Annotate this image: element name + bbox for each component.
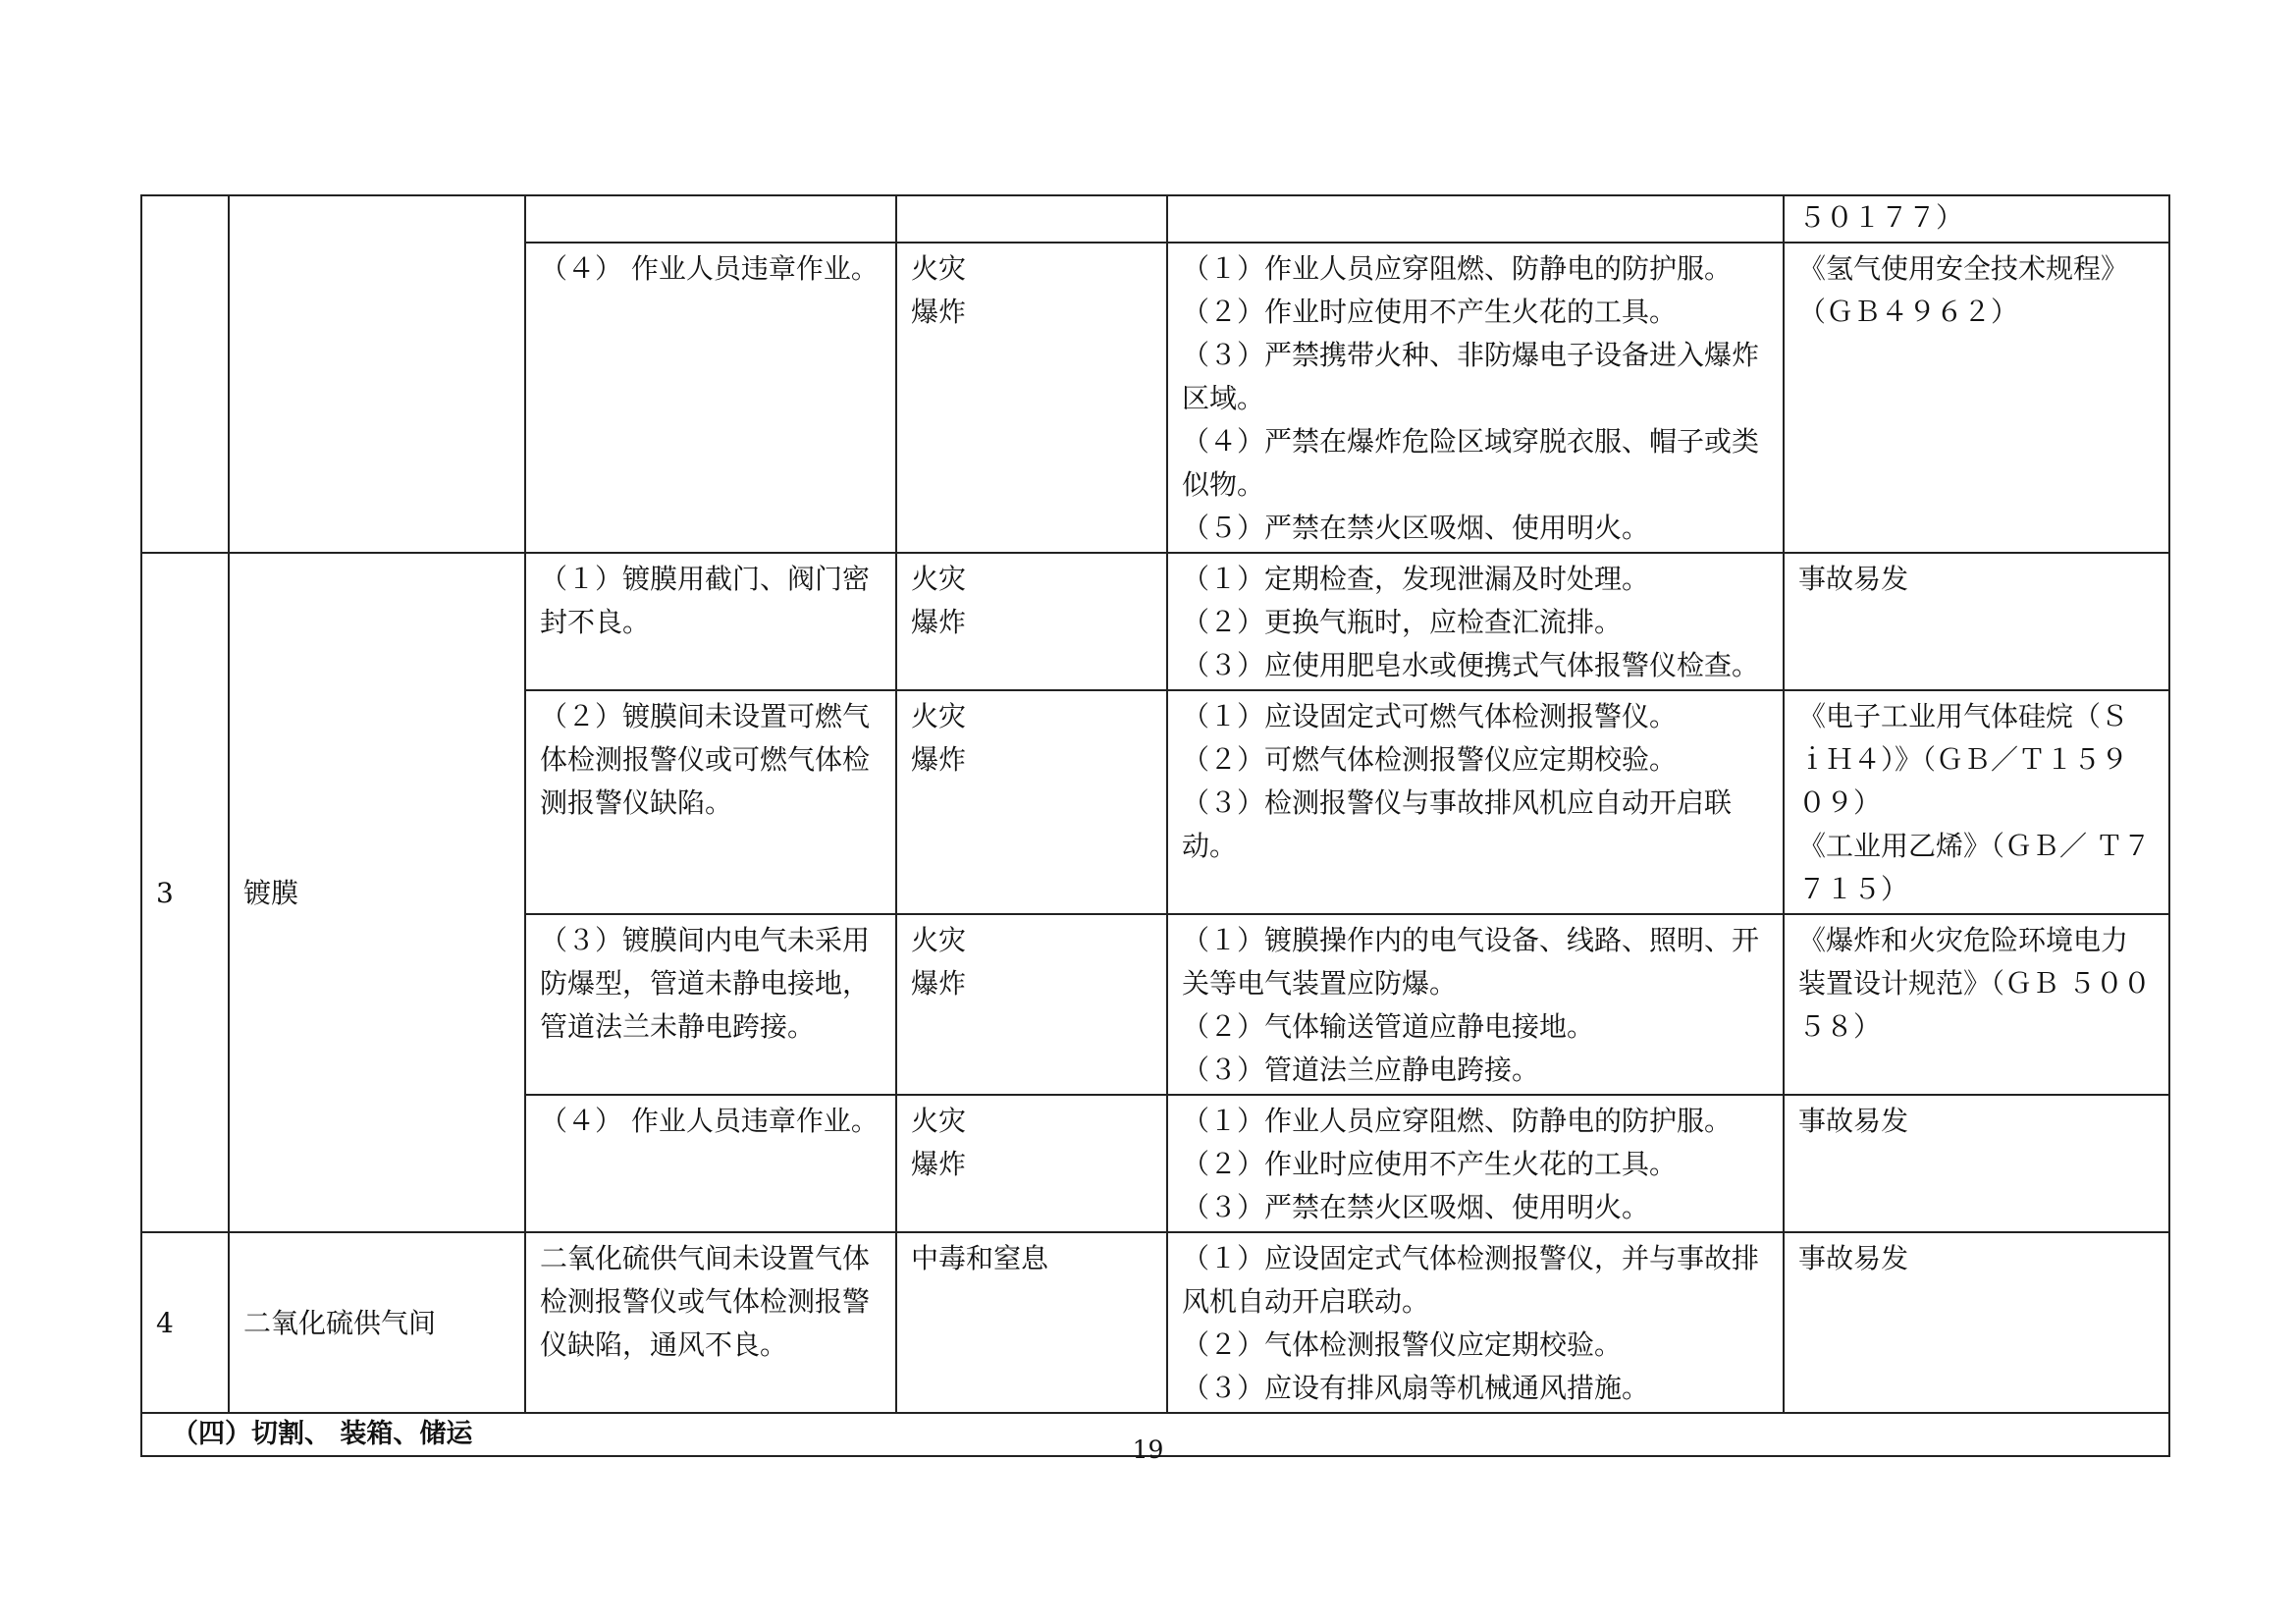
measures-cell	[1167, 914, 1784, 1095]
measures-cell	[1167, 195, 1784, 243]
consequence-line: 火灾	[911, 1105, 967, 1137]
hazard-text: （１）镀膜用截门、阀门密封不良。	[540, 563, 871, 638]
measure-line: （３）应设有排风扇等机械通风措施。	[1182, 1372, 1650, 1404]
hazard-cell	[525, 243, 896, 553]
measures-cell	[1167, 1095, 1784, 1232]
measure-line: （３）应使用肥皂水或便携式气体报警仪检查。	[1182, 649, 1760, 681]
page-number: 19	[1132, 1435, 1164, 1464]
consequence-line: 爆炸	[911, 606, 967, 638]
consequence-line: 火灾	[911, 563, 967, 595]
consequence-line: 爆炸	[911, 967, 967, 1000]
consequence-line: 火灾	[911, 924, 967, 956]
standard-line: 《爆炸和火灾危险环境电力装置设计规范》（ＧＢ ５００５８）	[1798, 924, 2151, 1043]
measure-line: （３）管道法兰应静电跨接。	[1182, 1054, 1540, 1086]
standard-line: 事故易发	[1798, 1105, 1909, 1137]
consequence-line: 火灾	[911, 252, 967, 285]
hazard-cell	[525, 1232, 896, 1413]
hazard-text: （３）镀膜间内电气未采用防爆型，管道未静电接地，管道法兰未静电跨接。	[540, 924, 871, 1043]
consequence-line: 爆炸	[911, 296, 967, 328]
measure-line: （１）应设固定式可燃气体检测报警仪。	[1182, 700, 1678, 732]
hazard-cell	[525, 195, 896, 243]
table-row	[141, 1232, 2169, 1413]
hazard-cell	[525, 1095, 896, 1232]
measure-line: （１）应设固定式气体检测报警仪，并与事故排风机自动开启联动。	[1182, 1242, 1760, 1318]
consequence-cell	[896, 1232, 1167, 1413]
measure-line: （３）严禁在禁火区吸烟、使用明火。	[1182, 1191, 1650, 1223]
measure-line: （４）严禁在爆炸危险区域穿脱衣服、帽子或类似物。	[1182, 425, 1760, 501]
consequence-line: 中毒和窒息	[911, 1242, 1049, 1274]
measure-line: （３）检测报警仪与事故排风机应自动开启联动。	[1182, 786, 1733, 862]
measure-line: （５）严禁在禁火区吸烟、使用明火。	[1182, 512, 1650, 544]
standard-cell	[1784, 243, 2169, 553]
process-name-cell: 二氧化硫供气间	[229, 1232, 525, 1413]
process-name-cell	[229, 195, 525, 553]
item-number-cell	[141, 195, 229, 553]
hazard-text: （４） 作业人员违章作业。	[540, 252, 879, 285]
standard-cell	[1784, 553, 2169, 690]
measure-line: （２）更换气瓶时，应检查汇流排。	[1182, 606, 1623, 638]
standard-cell	[1784, 914, 2169, 1095]
standard-line: 《氢气使用安全技术规程》	[1798, 252, 2129, 285]
measure-line: （２）作业时应使用不产生火花的工具。	[1182, 296, 1678, 328]
standard-line: 事故易发	[1798, 563, 1909, 595]
standard-cell	[1784, 195, 2169, 243]
measure-line: （１）作业人员应穿阻燃、防静电的防护服。	[1182, 1105, 1733, 1137]
standard-line: ５０１７７）	[1798, 201, 1964, 234]
measure-line: （２）作业时应使用不产生火花的工具。	[1182, 1148, 1678, 1180]
standard-line: 《工业用乙烯》（ＧＢ／ Ｔ７７１５）	[1798, 830, 2151, 905]
hazard-table	[140, 194, 2170, 1457]
standard-line: （ＧＢ４９６２）	[1798, 296, 2019, 328]
measure-line: （２）气体输送管道应静电接地。	[1182, 1010, 1595, 1043]
hazard-text: 二氧化硫供气间未设置气体检测报警仪或气体检测报警仪缺陷，通风不良。	[540, 1242, 871, 1361]
measures-cell	[1167, 1232, 1784, 1413]
standard-cell	[1784, 1232, 2169, 1413]
hazard-cell	[525, 690, 896, 914]
consequence-cell	[896, 553, 1167, 690]
standard-cell	[1784, 690, 2169, 914]
measure-line: （２）气体检测报警仪应定期校验。	[1182, 1328, 1623, 1361]
hazard-cell	[525, 553, 896, 690]
consequence-line: 火灾	[911, 700, 967, 732]
measures-cell	[1167, 553, 1784, 690]
consequence-line: 爆炸	[911, 1148, 967, 1180]
hazard-text: （２）镀膜间未设置可燃气体检测报警仪或可燃气体检测报警仪缺陷。	[540, 700, 871, 819]
process-name-cell: 镀膜	[229, 553, 525, 1232]
measures-cell	[1167, 243, 1784, 553]
consequence-cell	[896, 914, 1167, 1095]
section-heading: （四）切割、 装箱、储运	[141, 1413, 2169, 1456]
hazard-text: （４） 作业人员违章作业。	[540, 1105, 879, 1137]
table-row	[141, 195, 2169, 243]
measure-line: （１）镀膜操作内的电气设备、线路、照明、开关等电气装置应防爆。	[1182, 924, 1760, 1000]
hazard-cell	[525, 914, 896, 1095]
measure-line: （１）定期检查，发现泄漏及时处理。	[1182, 563, 1650, 595]
consequence-cell	[896, 1095, 1167, 1232]
consequence-cell	[896, 195, 1167, 243]
measure-line: （２）可燃气体检测报警仪应定期校验。	[1182, 743, 1678, 776]
item-number-cell: 3	[141, 553, 229, 1232]
standard-cell	[1784, 1095, 2169, 1232]
consequence-line: 爆炸	[911, 743, 967, 776]
measure-line: （１）作业人员应穿阻燃、防静电的防护服。	[1182, 252, 1733, 285]
table-row	[141, 553, 2169, 690]
standard-line: 《电子工业用气体硅烷（ＳｉＨ４）》（ＧＢ／Ｔ１５９０９）	[1798, 700, 2129, 819]
item-number-cell: 4	[141, 1232, 229, 1413]
consequence-cell	[896, 243, 1167, 553]
consequence-cell	[896, 690, 1167, 914]
measures-cell	[1167, 690, 1784, 914]
standard-line: 事故易发	[1798, 1242, 1909, 1274]
measure-line: （３）严禁携带火种、非防爆电子设备进入爆炸区域。	[1182, 339, 1760, 414]
